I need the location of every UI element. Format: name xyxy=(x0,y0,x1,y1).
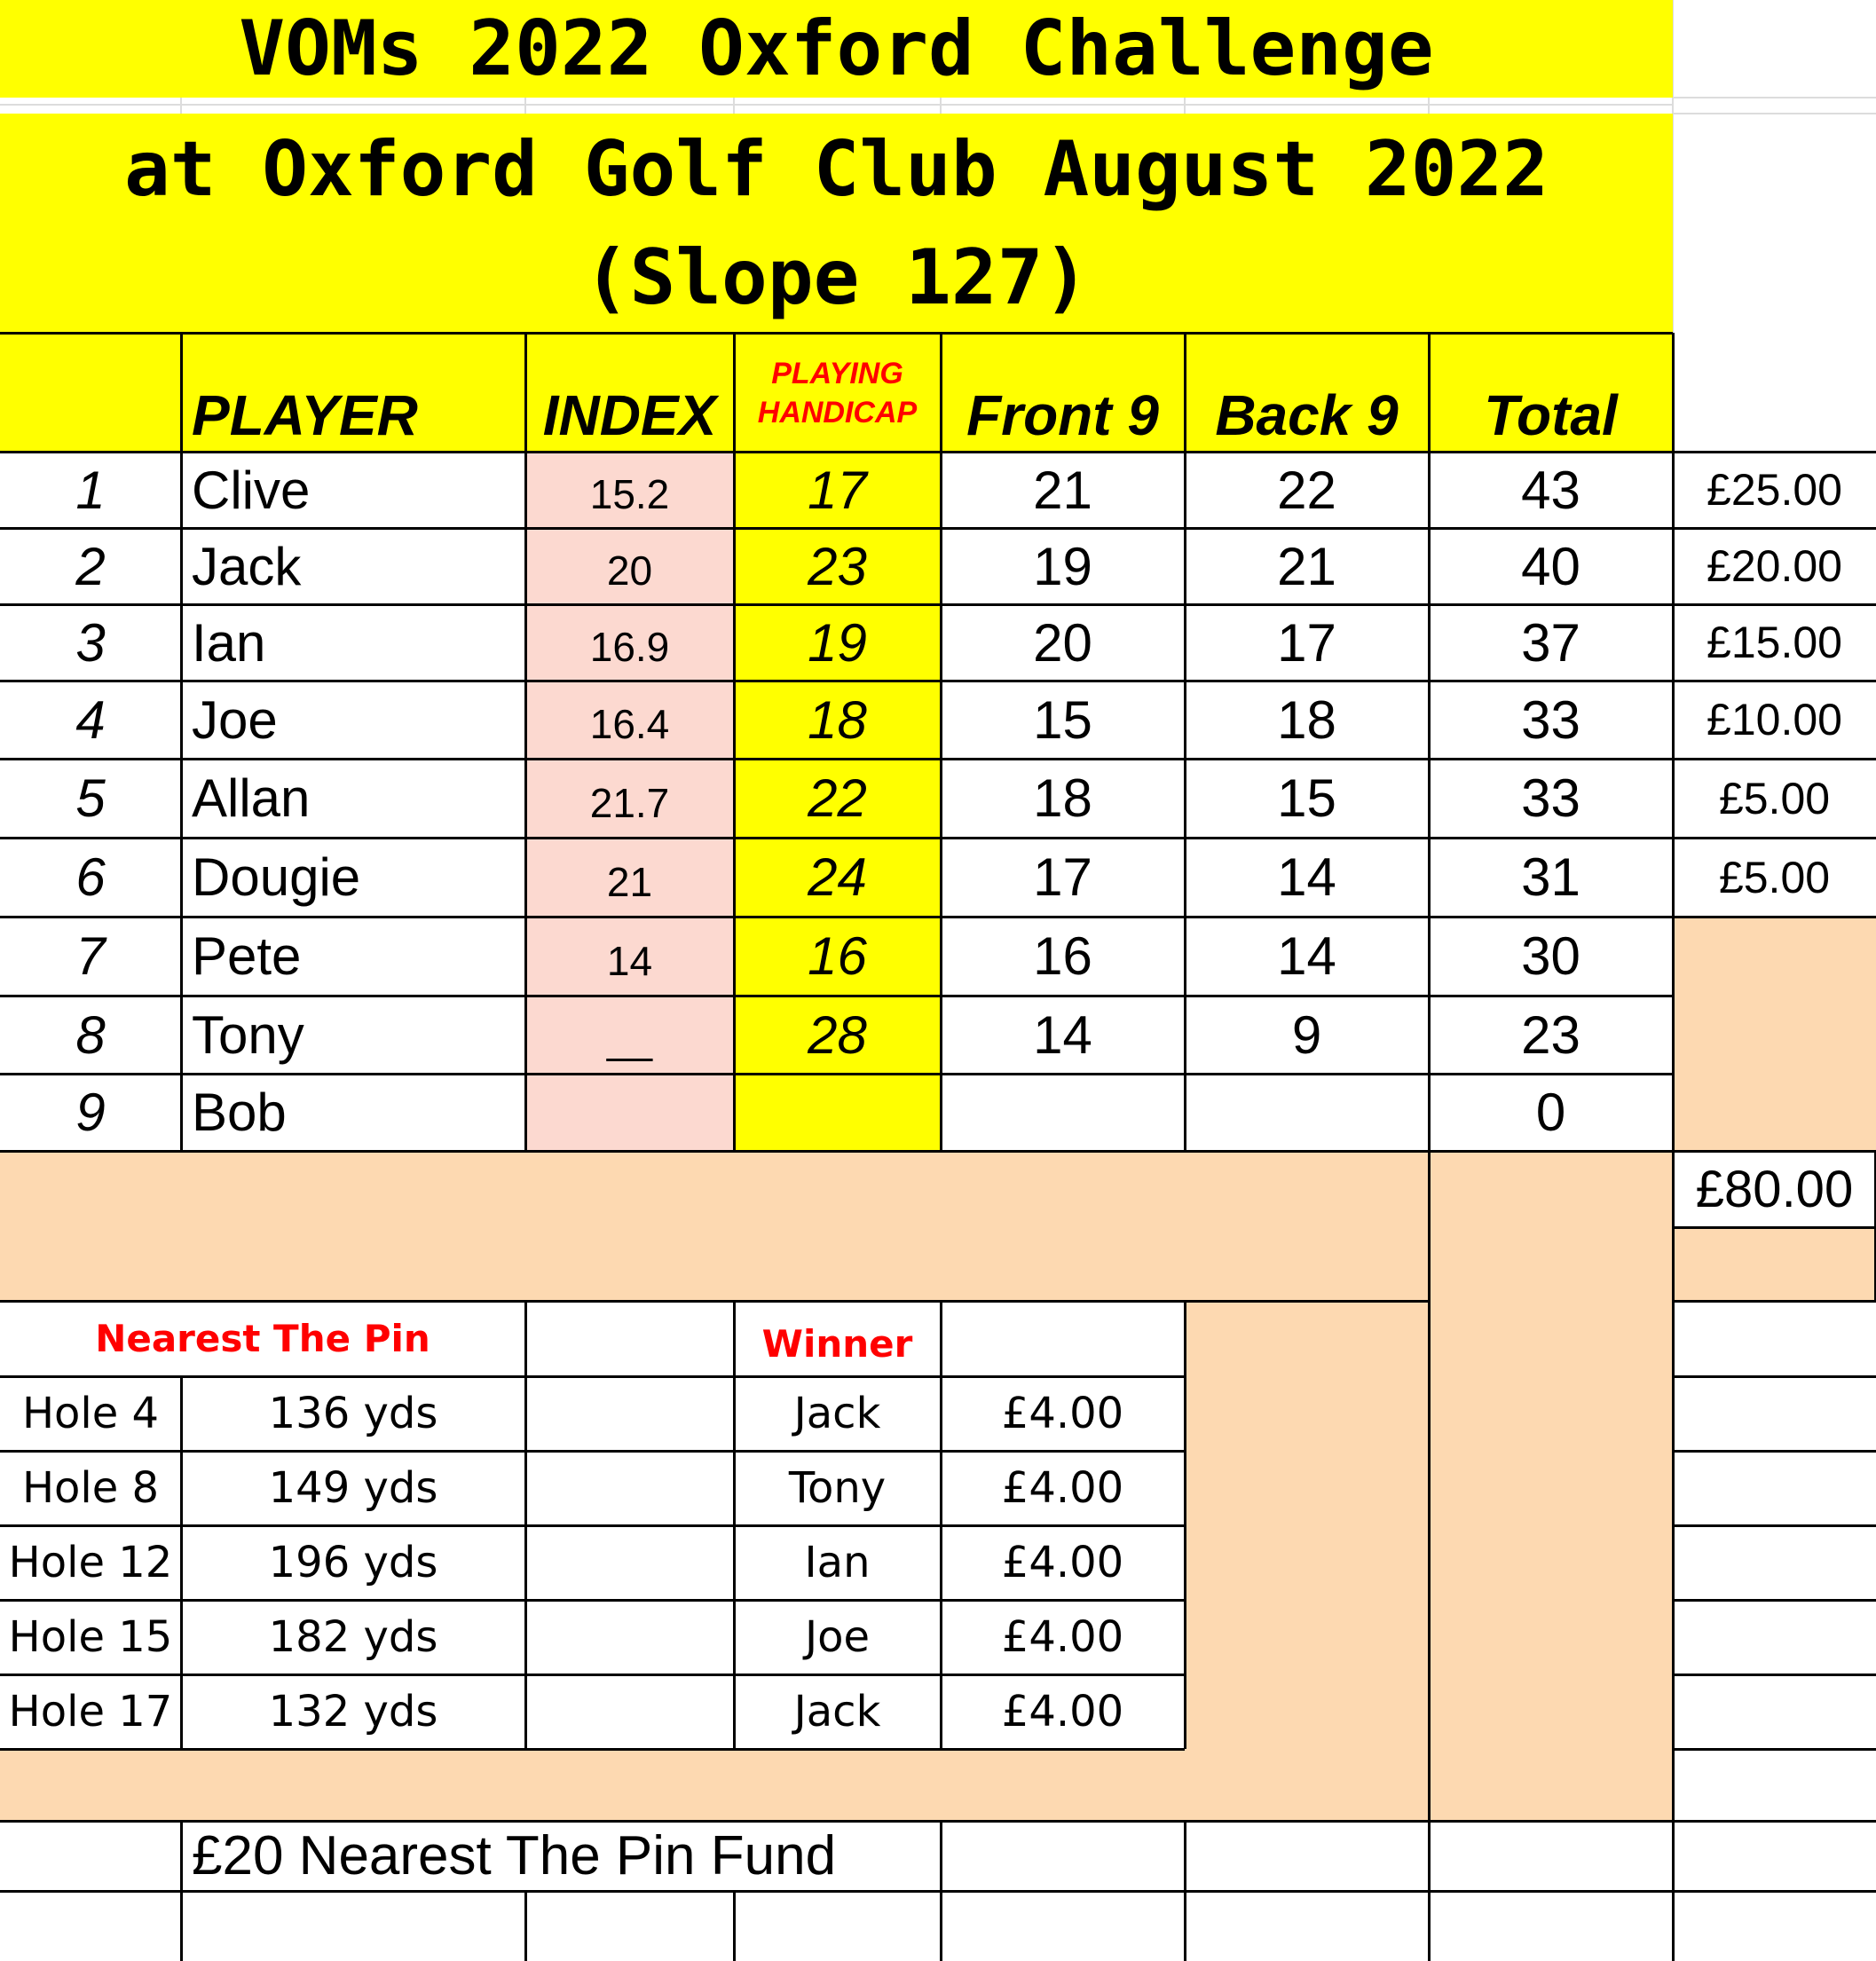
player-front9 xyxy=(941,917,1185,996)
player-back9 xyxy=(1185,681,1429,759)
player-front9 xyxy=(941,681,1185,759)
player-position xyxy=(0,452,181,528)
player-total xyxy=(1429,838,1673,917)
grid-line xyxy=(1184,333,1186,1151)
pin-distance-value: 196 yds xyxy=(268,1538,438,1587)
pin-prize xyxy=(941,1451,1185,1525)
pin-fund-label: £20 Nearest The Pin Fund xyxy=(192,1825,837,1886)
header-player xyxy=(181,333,525,452)
grid-line xyxy=(0,995,1673,997)
player-position xyxy=(0,917,181,996)
player-name xyxy=(181,838,525,917)
grid-line xyxy=(0,1073,1673,1075)
player-total-value: 30 xyxy=(1521,926,1580,986)
pin-prize xyxy=(941,1674,1185,1749)
player-position-value: 2 xyxy=(75,536,106,596)
player-total xyxy=(1429,681,1673,759)
player-handicap-value: 23 xyxy=(808,536,867,596)
grid-line xyxy=(0,1375,1185,1378)
pin-hole-label: Hole 12 xyxy=(8,1538,173,1587)
pin-winner-name: Ian xyxy=(804,1538,871,1587)
header-playing-label: PLAYING xyxy=(771,357,903,390)
player-prize xyxy=(1673,528,1876,604)
player-total-value: 40 xyxy=(1521,536,1580,596)
player-index-value: 21.7 xyxy=(589,779,670,826)
grid-line xyxy=(0,527,1673,530)
player-back9-value: 17 xyxy=(1277,612,1336,673)
player-prize-value: £5.00 xyxy=(1718,773,1831,823)
grid-line xyxy=(0,1450,1185,1453)
prize-total xyxy=(1673,1151,1876,1227)
player-front9 xyxy=(941,838,1185,917)
player-total-value: 33 xyxy=(1521,768,1580,828)
player-index xyxy=(525,996,734,1074)
player-handicap-value: 24 xyxy=(808,847,867,907)
header-playing-handicap xyxy=(734,333,941,452)
grid-line xyxy=(1428,1151,1431,1961)
pin-prize-value: £4.00 xyxy=(1001,1687,1124,1737)
prize-total-value: £80.00 xyxy=(1695,1160,1854,1218)
player-prize xyxy=(1673,452,1876,528)
player-prize xyxy=(1673,681,1876,759)
player-index xyxy=(525,917,734,996)
grid-line xyxy=(1428,333,1431,1151)
player-back9 xyxy=(1185,917,1429,996)
pin-blank xyxy=(525,1301,734,1376)
pin-blank xyxy=(525,1451,734,1525)
player-handicap-value: 16 xyxy=(808,926,867,986)
pin-prize-value: £4.00 xyxy=(1001,1612,1124,1662)
grid-faint xyxy=(1673,113,1876,114)
player-position xyxy=(0,681,181,759)
player-back9-value: 18 xyxy=(1277,689,1336,750)
header-back9 xyxy=(1185,333,1429,452)
player-front9 xyxy=(941,1074,1185,1151)
player-handicap-value: 28 xyxy=(808,1004,867,1065)
title-banner-line2 xyxy=(0,114,1673,333)
grid-line xyxy=(1673,1524,1876,1527)
player-total-value: 0 xyxy=(1535,1083,1566,1142)
player-front9 xyxy=(941,759,1185,838)
player-front9 xyxy=(941,528,1185,604)
player-name-value: Jack xyxy=(192,536,302,596)
player-prize-value: £15.00 xyxy=(1707,618,1842,667)
player-index xyxy=(525,452,734,528)
winner-heading-label: Winner xyxy=(761,1322,913,1366)
grid-line xyxy=(180,1376,183,1749)
grid-line xyxy=(733,333,736,1151)
grid-line xyxy=(1673,837,1876,839)
pin-winner xyxy=(734,1600,941,1674)
grid-faint xyxy=(0,104,1673,106)
header-player-label: PLAYER xyxy=(192,383,418,447)
player-front9-value: 14 xyxy=(1033,1004,1092,1065)
player-position xyxy=(0,759,181,838)
player-name xyxy=(181,452,525,528)
header-front9-label: Front 9 xyxy=(966,383,1159,447)
grid-line xyxy=(0,1748,1185,1751)
pin-prize xyxy=(941,1525,1185,1600)
player-playing-handicap xyxy=(734,838,941,917)
player-name xyxy=(181,996,525,1074)
pin-winner-name: Tony xyxy=(788,1463,887,1513)
player-playing-handicap xyxy=(734,759,941,838)
grid-line xyxy=(940,1301,942,1749)
grid-line xyxy=(0,758,1673,760)
grid-line xyxy=(0,1820,1876,1823)
player-front9 xyxy=(941,452,1185,528)
player-index-value: 16.4 xyxy=(589,701,670,747)
grid-line xyxy=(0,1890,1876,1893)
player-name xyxy=(181,759,525,838)
player-front9-value: 18 xyxy=(1033,768,1092,828)
grid-line xyxy=(0,1599,1185,1602)
player-back9-value: 21 xyxy=(1277,536,1336,596)
prize-total-spacer xyxy=(1673,1227,1876,1301)
player-name-value: Dougie xyxy=(192,847,361,907)
player-total xyxy=(1429,917,1673,996)
player-back9-value: 9 xyxy=(1291,1004,1322,1065)
pin-winner-name: Jack xyxy=(793,1389,881,1438)
player-total-value: 33 xyxy=(1521,689,1580,750)
player-index xyxy=(525,838,734,917)
grid-line xyxy=(1673,758,1876,760)
player-name-value: Ian xyxy=(192,612,266,673)
player-name xyxy=(181,681,525,759)
player-name xyxy=(181,604,525,681)
grid-line xyxy=(1184,1821,1186,1961)
player-total xyxy=(1429,759,1673,838)
title-banner-line1 xyxy=(0,0,1673,98)
player-index xyxy=(525,1074,734,1151)
grid-line xyxy=(1673,1450,1876,1453)
player-name xyxy=(181,917,525,996)
pin-distance-value: 132 yds xyxy=(268,1687,438,1737)
player-index xyxy=(525,604,734,681)
player-position-value: 5 xyxy=(75,768,106,828)
pin-hole xyxy=(0,1674,181,1749)
header-total-label: Total xyxy=(1484,383,1618,447)
pin-hole-label: Hole 17 xyxy=(8,1687,173,1737)
grid-line xyxy=(0,603,1673,606)
player-index xyxy=(525,759,734,838)
grid-line xyxy=(0,1674,1185,1676)
grid-line xyxy=(1673,1674,1876,1676)
player-position-value: 9 xyxy=(75,1083,106,1142)
pin-hole xyxy=(0,1451,181,1525)
player-front9 xyxy=(941,996,1185,1074)
pin-summary-band xyxy=(0,1749,1185,1821)
player-playing-handicap xyxy=(734,1074,941,1151)
player-handicap-value: 22 xyxy=(808,768,867,828)
player-handicap-value: 17 xyxy=(808,460,867,520)
player-back9-value: 14 xyxy=(1277,926,1336,986)
player-back9 xyxy=(1185,838,1429,917)
pin-hole xyxy=(0,1600,181,1674)
player-total xyxy=(1429,452,1673,528)
pin-winner xyxy=(734,1525,941,1600)
player-front9-value: 17 xyxy=(1033,847,1092,907)
player-position-value: 6 xyxy=(75,847,106,907)
grid-line xyxy=(180,333,183,1151)
player-total-value: 23 xyxy=(1521,1004,1580,1065)
player-prize xyxy=(1673,604,1876,681)
player-position-value: 4 xyxy=(75,689,106,750)
player-front9-value: 16 xyxy=(1033,926,1092,986)
pin-hole xyxy=(0,1525,181,1600)
player-position xyxy=(0,996,181,1074)
pin-hole-label: Hole 8 xyxy=(21,1463,160,1513)
nearest-pin-heading xyxy=(0,1301,525,1376)
grid-line xyxy=(733,1301,736,1749)
grid-line xyxy=(1673,1150,1876,1153)
pin-hole xyxy=(0,1376,181,1451)
pin-blank xyxy=(941,1301,1185,1376)
grid-line xyxy=(940,333,942,1151)
player-playing-handicap xyxy=(734,452,941,528)
player-name-value: Tony xyxy=(192,1004,304,1065)
grid-line xyxy=(1673,680,1876,682)
player-back9-value: 22 xyxy=(1277,460,1336,520)
pin-prize-value: £4.00 xyxy=(1001,1463,1124,1513)
player-name-value: Bob xyxy=(192,1083,287,1142)
player-back9 xyxy=(1185,452,1429,528)
player-prize-value: £5.00 xyxy=(1718,852,1831,902)
player-position-value: 1 xyxy=(75,460,106,520)
pin-distance xyxy=(181,1525,525,1600)
header-handicap-label: HANDICAP xyxy=(757,396,918,429)
pin-hole-label: Hole 4 xyxy=(21,1389,160,1438)
player-handicap-value: 19 xyxy=(808,612,867,673)
pin-blank xyxy=(525,1525,734,1600)
pin-prize xyxy=(941,1600,1185,1674)
player-total-value: 37 xyxy=(1521,612,1580,673)
pin-distance xyxy=(181,1451,525,1525)
grid-line xyxy=(0,1300,1429,1303)
player-front9-value: 21 xyxy=(1033,460,1092,520)
pin-blank xyxy=(525,1674,734,1749)
player-prize-value: £25.00 xyxy=(1707,465,1842,515)
player-index-value: 21 xyxy=(606,858,653,905)
grid-line xyxy=(1673,1748,1876,1751)
player-playing-handicap xyxy=(734,604,941,681)
player-name-value: Pete xyxy=(192,926,302,986)
player-playing-handicap xyxy=(734,917,941,996)
grid-line xyxy=(1673,1599,1876,1602)
grid-line xyxy=(1673,603,1876,606)
player-position xyxy=(0,1074,181,1151)
player-prize-value: £10.00 xyxy=(1707,695,1842,744)
pin-prize-value: £4.00 xyxy=(1001,1538,1124,1587)
player-playing-handicap xyxy=(734,528,941,604)
player-name-value: Allan xyxy=(192,768,311,828)
player-index-value: 16.9 xyxy=(589,624,670,670)
player-name xyxy=(181,528,525,604)
header-back9-label: Back 9 xyxy=(1215,383,1399,447)
player-name-value: Clive xyxy=(192,460,311,520)
pin-hole-label: Hole 15 xyxy=(8,1612,173,1662)
header-index-label: INDEX xyxy=(542,383,717,447)
grid-line xyxy=(1673,916,1876,918)
player-index-value: 20 xyxy=(606,547,653,594)
pin-winner xyxy=(734,1674,941,1749)
header-pos-cell xyxy=(0,333,181,452)
grid-line xyxy=(1672,1151,1675,1961)
player-position xyxy=(0,604,181,681)
pin-blank xyxy=(525,1376,734,1451)
player-back9-value: 14 xyxy=(1277,847,1336,907)
grid-line xyxy=(524,1891,527,1961)
player-prize-value: £20.00 xyxy=(1707,541,1842,591)
player-total xyxy=(1429,604,1673,681)
pin-winner xyxy=(734,1451,941,1525)
player-position-value: 8 xyxy=(75,1004,106,1065)
page-subtitle: at Oxford Golf Club August 2022 xyxy=(123,124,1549,214)
player-total-value: 43 xyxy=(1521,460,1580,520)
grid-line xyxy=(0,680,1673,682)
player-prize xyxy=(1673,759,1876,838)
grid-line xyxy=(0,451,1673,453)
player-index xyxy=(525,528,734,604)
player-index xyxy=(525,681,734,759)
pin-winner-name: Joe xyxy=(804,1612,871,1662)
prize-column-fill xyxy=(1673,917,1876,1151)
player-front9-value: 20 xyxy=(1033,612,1092,673)
player-name xyxy=(181,1074,525,1151)
fund-blank xyxy=(0,1821,181,1891)
grid-line xyxy=(180,1821,183,1961)
grid-line xyxy=(1673,1375,1876,1378)
player-back9 xyxy=(1185,759,1429,838)
grid-line xyxy=(0,916,1673,918)
grid-line xyxy=(1672,333,1675,1151)
player-front9 xyxy=(941,604,1185,681)
player-name-value: Joe xyxy=(192,689,278,750)
grid-line xyxy=(733,1891,736,1961)
grid-line xyxy=(1184,1301,1186,1749)
grid-line xyxy=(524,1301,527,1749)
player-total xyxy=(1429,996,1673,1074)
pin-winner-name: Jack xyxy=(793,1687,881,1737)
summary-band xyxy=(0,1151,1429,1301)
grid-line xyxy=(0,332,1673,335)
grid-line xyxy=(1673,451,1876,453)
player-front9-value: 15 xyxy=(1033,689,1092,750)
player-index-value: 14 xyxy=(606,937,653,984)
player-playing-handicap xyxy=(734,681,941,759)
winner-heading xyxy=(734,1301,941,1376)
player-back9-value: 15 xyxy=(1277,768,1336,828)
pin-prize xyxy=(941,1376,1185,1451)
grid-line xyxy=(0,1524,1185,1527)
pin-prize-value: £4.00 xyxy=(1001,1389,1124,1438)
grid-line xyxy=(1673,527,1876,530)
nearest-pin-heading-label: Nearest The Pin xyxy=(95,1317,430,1360)
player-total xyxy=(1429,1074,1673,1151)
grid-line xyxy=(0,1150,1673,1153)
player-index-value: __ xyxy=(606,1016,653,1062)
header-total xyxy=(1429,333,1673,452)
player-back9 xyxy=(1185,528,1429,604)
grid-line xyxy=(1673,1226,1876,1229)
player-back9 xyxy=(1185,1074,1429,1151)
player-back9 xyxy=(1185,996,1429,1074)
grid-line xyxy=(524,333,527,1151)
player-playing-handicap xyxy=(734,996,941,1074)
pin-winner xyxy=(734,1376,941,1451)
player-index-value: 15.2 xyxy=(589,471,670,517)
grid-faint xyxy=(1673,97,1876,98)
pin-distance-value: 136 yds xyxy=(268,1389,438,1438)
player-position-value: 7 xyxy=(75,926,106,986)
pin-distance-value: 149 yds xyxy=(268,1463,438,1513)
player-handicap-value: 18 xyxy=(808,689,867,750)
player-front9-value: 19 xyxy=(1033,536,1092,596)
player-total xyxy=(1429,528,1673,604)
page-title: VOMs 2022 Oxford Challenge xyxy=(239,4,1434,93)
player-back9 xyxy=(1185,604,1429,681)
header-index xyxy=(525,333,734,452)
slope-rating: (Slope 127) xyxy=(583,232,1090,322)
player-position xyxy=(0,528,181,604)
player-position-value: 3 xyxy=(75,612,106,673)
header-front9 xyxy=(941,333,1185,452)
back9-column-fill xyxy=(1185,1301,1429,1821)
pin-distance xyxy=(181,1600,525,1674)
pin-blank xyxy=(525,1600,734,1674)
grid-line xyxy=(0,837,1673,839)
player-total-value: 31 xyxy=(1521,847,1580,907)
total-column-fill xyxy=(1429,1151,1673,1821)
player-position xyxy=(0,838,181,917)
grid-line xyxy=(1673,1300,1876,1303)
pin-distance-value: 182 yds xyxy=(268,1612,438,1662)
pin-distance xyxy=(181,1674,525,1749)
pin-distance xyxy=(181,1376,525,1451)
player-prize xyxy=(1673,838,1876,917)
grid-line xyxy=(940,1821,942,1961)
pin-fund xyxy=(181,1821,941,1891)
